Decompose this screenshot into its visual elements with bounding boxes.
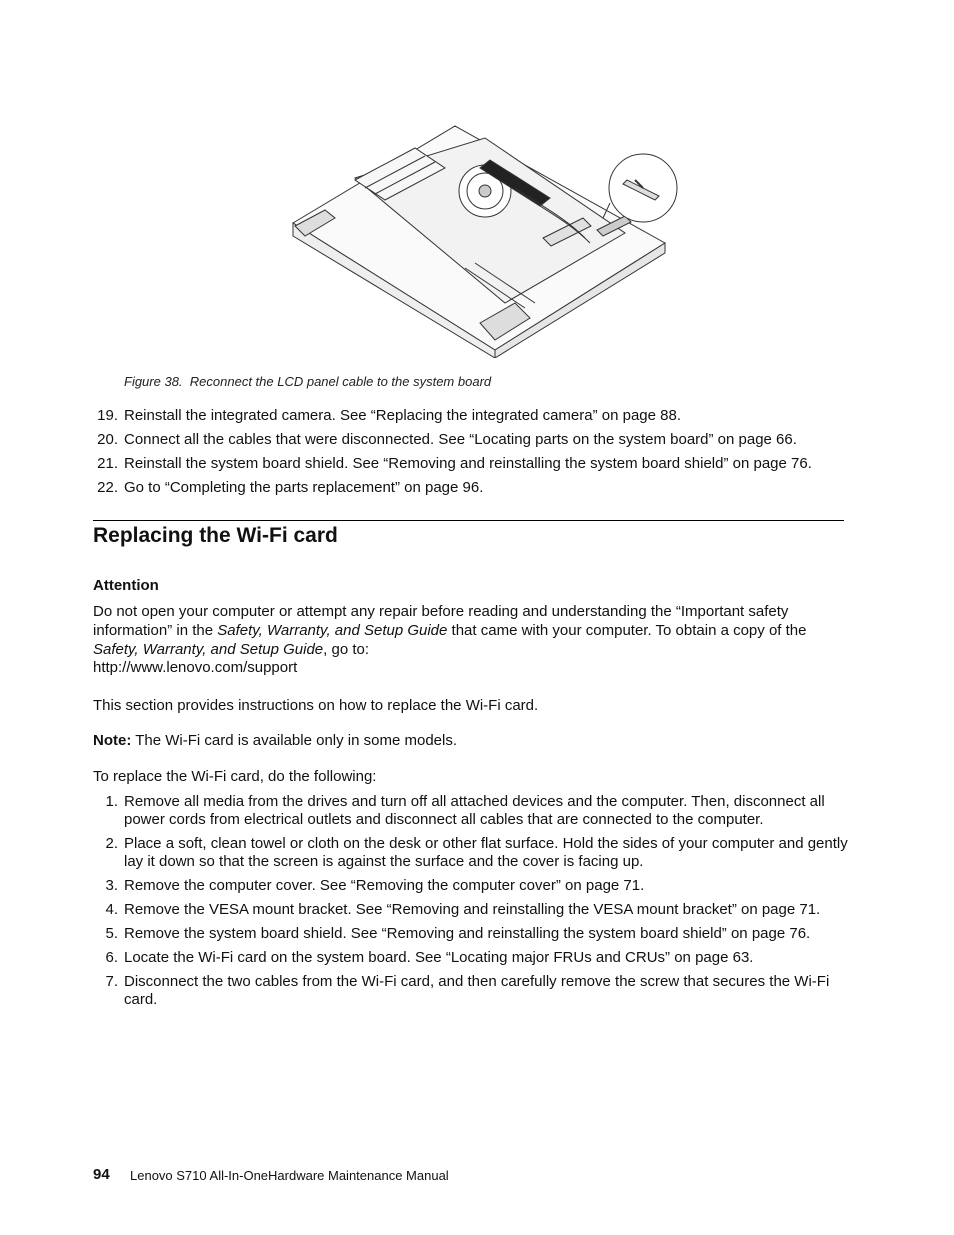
guide-title: Safety, Warranty, and Setup Guide — [93, 641, 324, 658]
step-text: Connect all the cables that were disconnected. See “Locating parts on the system board” on page 66. — [124, 431, 797, 448]
step-number: 20. — [97, 431, 118, 448]
step-text: Remove the system board shield. See “Removing and reinstalling the system board shield” on page 76. — [124, 925, 811, 942]
step-number: 7. — [105, 973, 118, 990]
step-text: Place a soft, clean towel or cloth on the desk or other flat surface. Hold the sides of your computer and gently lay it down so that the screen is against the surface and the cover is facing up. — [124, 835, 848, 870]
step-number: 4. — [105, 901, 118, 918]
attention-label: Attention — [93, 577, 159, 594]
steps-list-bottom — [93, 793, 853, 1015]
step-number: 6. — [105, 949, 118, 966]
step-text: Reinstall the integrated camera. See “Replacing the integrated camera” on page 88. — [124, 407, 681, 424]
figure-caption-label: Figure 38. — [124, 374, 183, 389]
list-item — [93, 901, 853, 919]
step-text: Go to “Completing the parts replacement” on page 96. — [124, 479, 484, 496]
list-item — [93, 793, 853, 829]
step-text: Reinstall the system board shield. See “Removing and reinstalling the system board shield” on page 76. — [124, 455, 812, 472]
list-item — [93, 431, 853, 449]
step-number: 5. — [105, 925, 118, 942]
step-text: Remove the VESA mount bracket. See “Removing and reinstalling the VESA mount bracket” on page 71. — [124, 901, 821, 918]
step-number: 21. — [97, 455, 118, 472]
figure-illustration — [285, 118, 685, 358]
attention-text: , go to: — [323, 641, 370, 658]
list-item — [93, 973, 853, 1009]
support-url: http://www.lenovo.com/support — [93, 659, 298, 676]
note-label: Note: — [93, 732, 132, 749]
footer-title: Lenovo S710 All-In-OneHardware Maintenance Manual — [130, 1168, 449, 1183]
section-title: Replacing the Wi-Fi card — [93, 524, 338, 547]
step-text: Locate the Wi-Fi card on the system board. See “Locating major FRUs and CRUs” on page 63. — [124, 949, 754, 966]
figure-caption — [124, 374, 491, 389]
step-number: 1. — [105, 793, 118, 810]
attention-line-2 — [93, 621, 853, 640]
step-number: 2. — [105, 835, 118, 852]
list-item — [93, 407, 853, 425]
procedure-lead: To replace the Wi-Fi card, do the following: — [93, 768, 377, 785]
attention-paragraph — [93, 602, 853, 659]
attention-line-3 — [93, 640, 853, 659]
note — [93, 731, 853, 750]
attention-text: that came with your computer. To obtain a copy of the — [447, 622, 807, 639]
section-divider — [93, 520, 844, 521]
list-item — [93, 877, 853, 895]
step-number: 3. — [105, 877, 118, 894]
list-item — [93, 479, 853, 497]
list-item — [93, 455, 853, 473]
step-number: 22. — [97, 479, 118, 496]
intro-text: This section provides instructions on how to replace the Wi-Fi card. — [93, 697, 539, 714]
step-text: Disconnect the two cables from the Wi-Fi card, and then carefully remove the screw that secures the Wi-Fi card. — [124, 973, 830, 1008]
attention-line-1: Do not open your computer or attempt any repair before reading and understanding the “Important safety — [93, 603, 789, 620]
step-number: 19. — [97, 407, 118, 424]
guide-title: Safety, Warranty, and Setup Guide — [217, 622, 448, 639]
list-item — [93, 835, 853, 871]
steps-list-top — [93, 407, 853, 503]
attention-text: information” in the — [93, 622, 218, 639]
list-item — [93, 949, 853, 967]
figure-caption-text: Reconnect the LCD panel cable to the system board — [189, 374, 492, 389]
page-number: 94 — [93, 1166, 110, 1183]
step-text: Remove the computer cover. See “Removing the computer cover” on page 71. — [124, 877, 645, 894]
note-text: The Wi-Fi card is available only in some models. — [131, 732, 458, 749]
list-item — [93, 925, 853, 943]
step-text: Remove all media from the drives and turn off all attached devices and the computer. Then, disconnect all power cords from electrical outlets and disconnect all cables that are connected to the computer. — [124, 793, 825, 828]
